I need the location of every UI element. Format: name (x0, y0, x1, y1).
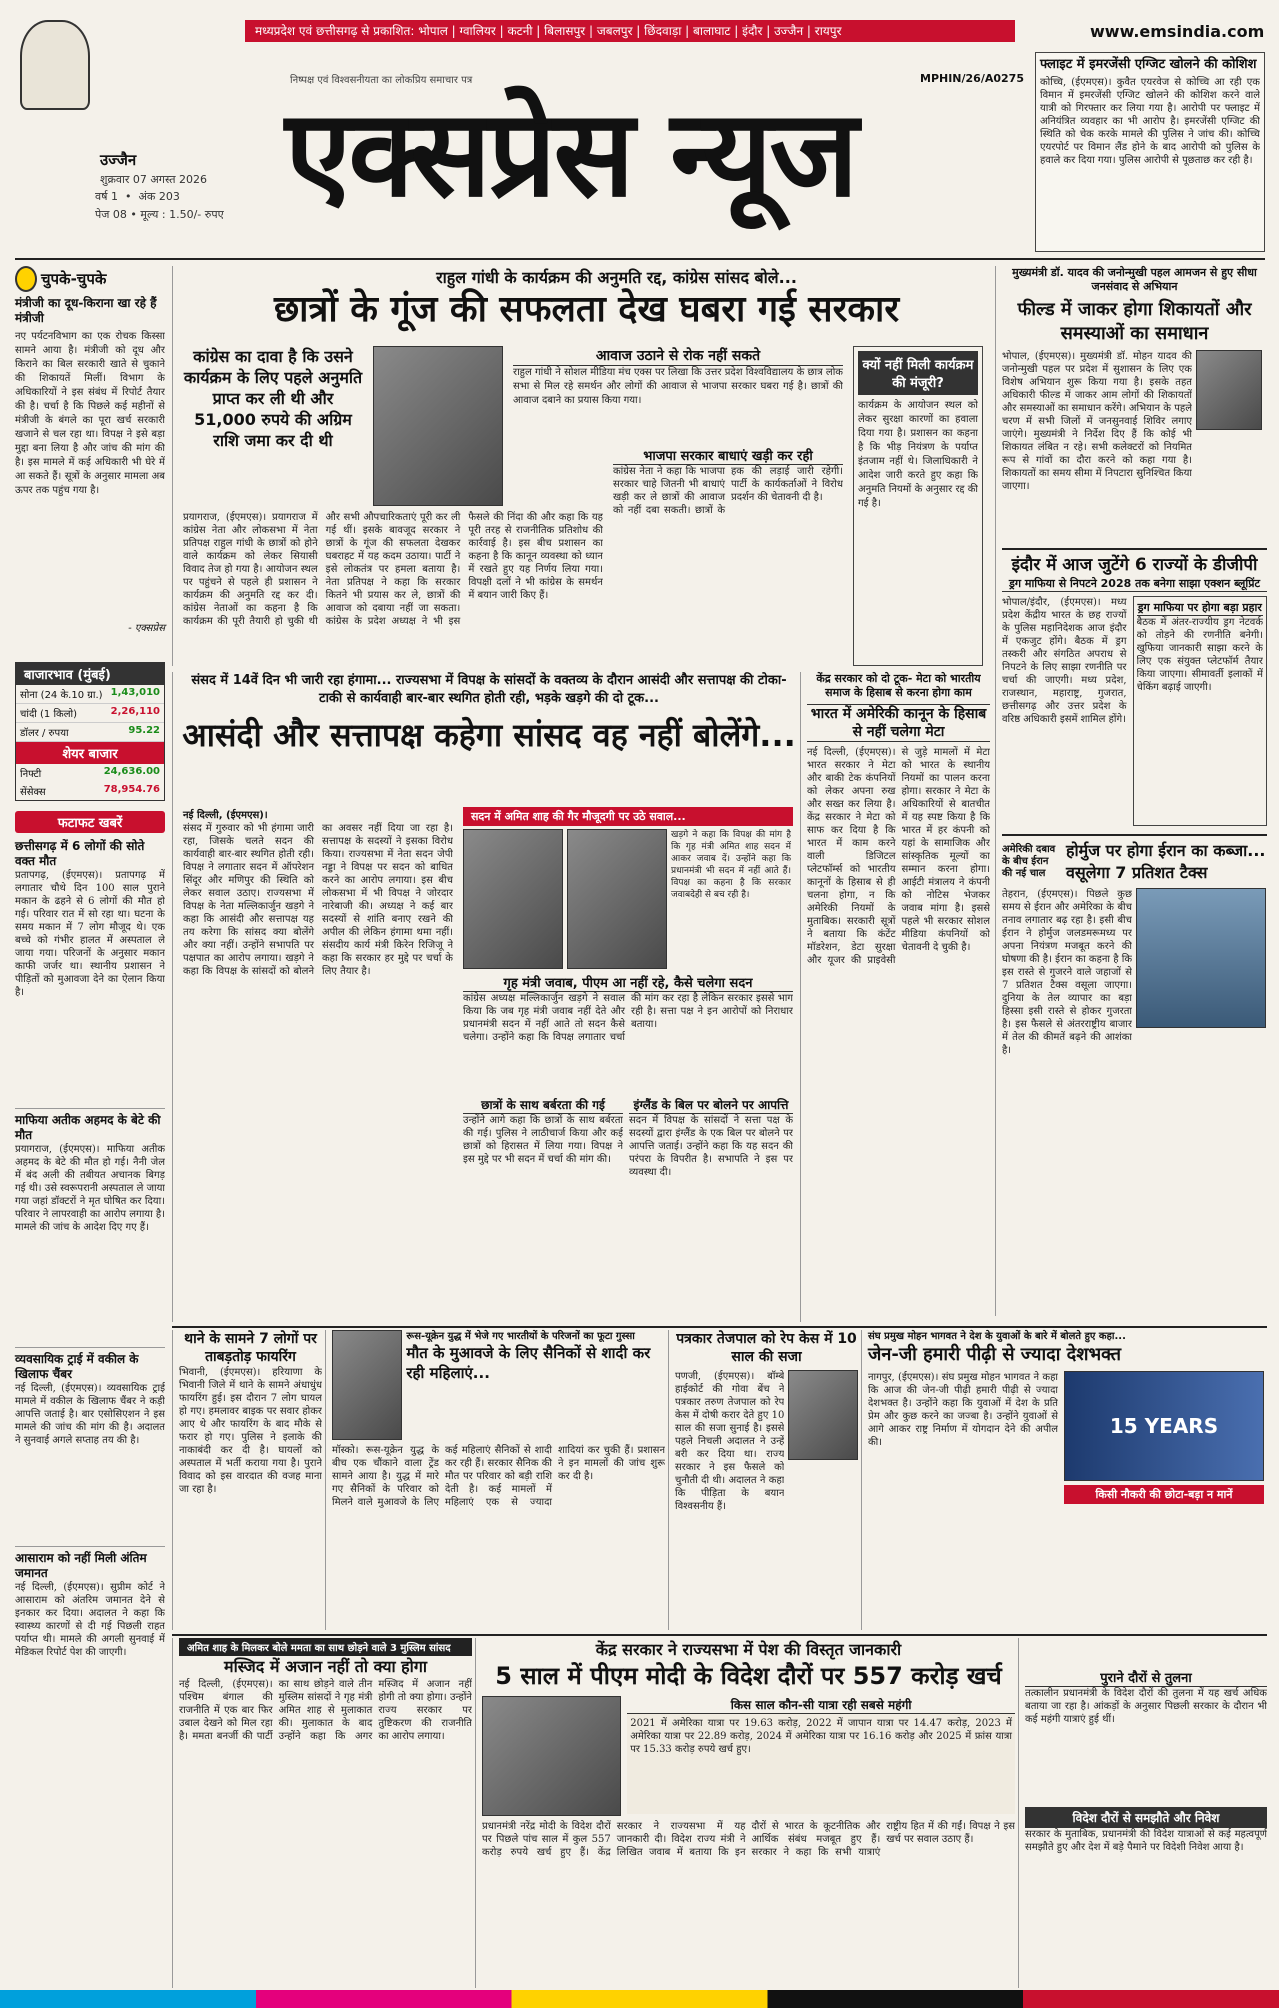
right3-story (1002, 834, 1267, 1188)
fatafat-item: माफिया अतीक अहमद के बेटे की मौत प्रयागराज, (ईएमएस)। माफिया अतीक अहमद के बेटे की मौत हो गई। नैनी जेल में बंद अली की तबीयत अचानक बिगड़ गई थी। उसे स्वरूपरानी अस्पताल ले जाया गया जहां डॉक्टरों ने मृत घोषित कर दिया। परिवार ने लापरवाही का आरोप लगाया है। मामले की जांच के आदेश दिए गए हैं। (15, 1108, 165, 1343)
meta-text: नई दिल्ली, (ईएमएस)। भारत सरकार ने मेटा और बाकी टेक कंपनियों को लेकर अपना रुख और सख्त कर लिया है। केंद्र सरकार ने मेटा को साफ कर दिया है कि भारत में काम करने वाली डिजिटल प्लेटफॉर्म्स को भारतीय कानूनों के हिसाब से ही चलना होगा, न कि अमेरिकी नियमों के मुताबिक। सरकारी सूत्रों ने बताया कि कंटेंट मॉडरेशन, डेटा सुरक्षा और यूजर की प्राइवेसी से जुड़े मामलों में मेटा को भारत के स्थानीय नियमों का पालन करना होगा। सरकार ने मेटा के अधिकारियों से बातचीत में यह स्पष्ट किया है कि भारत में हर कंपनी को यहां के सामाजिक और सांस्कृतिक मूल्यों का सम्मान करना होगा। आईटी मंत्रालय ने कंपनी को नोटिस भेजकर जवाब मांगा है। इससे पहले भी सरकार सोशल मीडिया कंपनियों को चेतावनी दे चुकी है। (807, 747, 990, 966)
rahul-photo (373, 346, 503, 506)
market-row: डॉलर / रुपया 95.22 (16, 723, 164, 742)
row3-rule (172, 1326, 1267, 1328)
right2-box: ड्रग माफिया पर होगा बड़ा प्रहार बैठक में अंतर-राज्यीय ड्रग नेटवर्क को तोड़ने की रणनीति बनेगी। खुफिया जानकारी साझा करने के लिए एक संयुक्त प्लेटफॉर्म तैयार किया जाएगा। सीमावर्ती इलाकों में चेकिंग बढ़ाई जाएगी। (1133, 596, 1268, 826)
bjp-box: भाजपा सरकार बाधाएं खड़ी कर रही कांग्रेस नेता ने कहा कि भाजपा सरकार चाहे जितनी भी बाधाएं खड़ी कर ले छात्रों की आवाज को नहीं दबा सकती। छात्रों के हक की लड़ाई जारी रहेगी। पार्टी के कार्यकर्ताओं ने विरोध प्रदर्शन की चेतावनी दी है। (613, 446, 843, 655)
share-row: निफ्टी 24,636.00 (20, 766, 160, 780)
top-story-text: कोच्चि, (ईएमएस)। कुवैत एयरवेज से कोच्चि आ रही एक विमान में इमरजेंसी एग्जिट खोलने की कोशिश करने वाले यात्री को गिरफ्तार कर लिया गया है। आरोपी पर फ्लाइट में अनियंत्रित व्यवहार का भी आरोप है। इमरजेंसी एग्जिट की स्थिति को चेक करके मामले की पुलिस ने जांच की। कोच्चि एयरपोर्ट पर विमान लैंड होने के बाद आरोपी को पुलिस के हवाले कर दिया गया। पुलिस आरोपी से पूछताछ कर रही है। (1040, 77, 1260, 166)
second-photo-block (463, 807, 793, 1254)
right1-story: मुख्यमंत्री डॉ. यादव की जनोन्मुखी पहल आमजन से हुए सीधा जनसंवाद से अभियान फील्ड में जाकर होगा शिकायतों और समस्याओं का समाधान भोपाल, (ईएमएस)। मुख्यमंत्री डॉ. मोहन यादव की जनोन्मुखी पहल पर प्रदेश में सुशासन के लिए एक विशेष अभियान शुरू किया गया है। इसके तहत अधिकारी फील्ड में जाकर आम लोगों की शिकायतों और समस्याओं का समाधान करेंगे। अभियान के पहले चरण में सभी जिलों में जनसुनवाई शिविर लगाए जाएंगे। मुख्यमंत्री ने निर्देश दिए हैं कि कोई भी शिकायत लंबित न रहे। सभी कलेक्टरों को नियमित रूप से गांवों का दौरा करने को कहा गया है। शिकायतों का समय सीमा में निपटारा सुनिश्चित किया जाएगा। (1002, 266, 1267, 540)
tejpal-photo (788, 1370, 858, 1460)
bhagwat-headline: जेन-जी हमारी पीढ़ी से ज्यादा देशभक्त (868, 1344, 1122, 1365)
firing-story: थाने के सामने 7 लोगों पर ताबड़तोड़ फायरिंग भिवानी, (ईएमएस)। हरियाणा के भिवानी जिले में थाने के सामने अंधाधुंध फायरिंग हुई। इस दौरान 7 लोग घायल हो गए। हमलावर बाइक पर सवार होकर आए थे और फायरिंग के बाद मौके से फरार हो गए। पुलिस ने इलाके की नाकाबंदी कर दी है। घायलों को अस्पताल में भर्ती कराया गया है। पुराने विवाद को इस वारदात की वजह माना जा रहा है। (172, 1330, 322, 1630)
bhagwat-story: संघ प्रमुख मोहन भागवत ने देश के युवाओं के बारे में बोलते हुए कहा... जेन-जी हमारी पीढ़ी से ज्यादा देशभक्त नागपुर, (ईएमएस)। संघ प्रमुख मोहन भागवत ने कहा कि आज की जेन-जी पीढ़ी हमारी पीढ़ी से ज्यादा देशभक्त है। उन्होंने कहा कि युवाओं में देश के प्रति प्रेम और कुछ करने का जज्बा है। उन्होंने युवाओं से आगे आकर राष्ट्र निर्माण में योगदान देने की अपील की। 15 YEARS किसी नौकरी की छोटा-बड़ा न मानें (861, 1330, 1267, 1630)
lead-story (172, 266, 992, 666)
sub1-text: कांग्रेस अध्यक्ष मल्लिकार्जुन खड़गे ने सवाल किया कि जब गृह मंत्री जवाब नहीं देते और प्रधानमंत्री सदन में नहीं आते तो सदन कैसे चलेगा। उन्होंने कहा कि विपक्ष लगातार चर्चा की मांग कर रहा है लेकिन सरकार इससे भाग रही है। सत्ता पक्ष ने इन आरोपों को निराधार बताया। (463, 993, 793, 1043)
cities-bar: मध्यप्रदेश एवं छत्तीसगढ़ से प्रकाशित: भोपाल | ग्वालियर | कटनी | बिलासपुर | जबलपुर | छिंदवाड़ा | बालाघाट | इंदौर | उज्जैन | रायपुर (245, 20, 1015, 42)
tejpal-headline: पत्रकार तेजपाल को रेप केस में 10 साल की सजा (676, 1331, 857, 1365)
right3-headline: होर्मुज पर होगा ईरान का कब्जा... वसूलेगा 7 प्रतिशत टैक्स (1066, 841, 1266, 882)
russia-headline: मौत के मुआवजे के लिए सैनिकों से शादी कर रही महिलाएं... (406, 1344, 651, 1382)
right2-text: भोपाल/इंदौर, (ईएमएस)। मध्य प्रदेश केंद्रीय भारत के छह राज्यों के पुलिस महानिदेशक आज इंदौर में एकजुट होंगे। बैठक में ड्रग तस्करी और संगठित अपराध से निपटने के लिए साझा रणनीति पर चर्चा की जाएगी। मध्य प्रदेश, राजस्थान, महाराष्ट्र, गुजरात, छत्तीसगढ़ और उत्तर प्रदेश के वरिष्ठ अधिकारी इसमें शामिल होंगे। (1002, 597, 1127, 725)
share-row: सेंसेक्स 78,954.76 (20, 784, 160, 798)
pm-travel-story: केंद्र सरकार ने राज्यसभा में पेश की विस्तृत जानकारी 5 साल में पीएम मोदी के विदेश दौरों पर 557 करोड़ खर्च किस साल कौन-सी यात्रा रही सबसे महंगी 2021 में अमेरिका यात्रा पर 19.63 करोड़, 2022 में जापान यात्रा पर 14.47 करोड़, 2023 में अमेरिका यात्रा पर 22.89 करोड़, 2024 में अमेरिका यात्रा पर 16.16 करोड़ और 2025 में फ्रांस यात्रा पर 15.33 करोड़ रुपये खर्च हुए। प्रधानमंत्री नरेंद्र मोदी के विदेश दौरों पर पिछले पांच साल में कुल 557 करोड़ रुपये खर्च हुए हैं। केंद्र सरकार ने राज्यसभा में यह जानकारी दी। विदेश राज्य मंत्री ने लिखित जवाब में बताया कि इन दौरों से भारत के कूटनीतिक और आर्थिक संबंध मजबूत हुए हैं। सरकार ने कहा कि सभी यात्राएं राष्ट्रीय हित में की गईं। विपक्ष ने इस खर्च पर सवाल उठाए हैं। (475, 1638, 1015, 1988)
chupke-text: नए पर्यटनविभाग का एक रोचक किस्सा सामने आया है। मंत्रीजी को दूध और किराने का बिल सरकारी खाते से चुकाने की शिकायतें मिलीं। विभाग के अधिकारियों ने इस संबंध में रिपोर्ट तैयार की है। चर्चा है कि पिछले कई महीनों से मंत्रीजी के बंगले का पूरा खर्च सरकारी खजाने से चल रहा था। विपक्ष ने इसे बड़ा मुद्दा बना लिया है और जांच की मांग की है। इस मामले में कई अधिकारी भी घेरे में आ सकते हैं। सूत्रों के अनुसार मामला अब ऊपर तक पहुंच गया है। (15, 331, 165, 496)
lead-text: प्रयागराज, (ईएमएस)। प्रयागराज में कांग्रेस नेता और लोकसभा में नेता प्रतिपक्ष राहुल गांधी के छात्रों को होने वाले कार्यक्रम को लेकर सियासी विवाद तेज हो गया है। आयोजन स्थल पर पहुंचने से पहले ही प्रशासन ने कार्यक्रम की अनुमति रद्द कर दी। कांग्रेस नेताओं का कहना है कि कार्यक्रम की पूरी तैयारी हो चुकी थी और सभी औपचारिकताएं पूरी कर ली गई थीं। इसके बावजूद सरकार ने छात्रों के गूंज की सफलता देखकर घबराहट में यह कदम उठाया। पार्टी ने इसे लोकतंत्र पर हमला बताया है। नेता प्रतिपक्ष ने कहा कि सरकार कितने भी प्रयास कर ले, छात्रों की आवाज को दबाया नहीं जा सकता। कांग्रेस के प्रदेश अध्यक्ष ने भी इस फैसले की निंदा की और कहा कि यह पूरी तरह से राजनीतिक प्रतिशोध की कार्रवाई है। इस बीच प्रशासन का कहना है कि कानून व्यवस्था को ध्यान में रखते हुए यह निर्णय लिया गया। विपक्षी दलों ने भी कांग्रेस के समर्थन में बयान जारी किए हैं। (183, 512, 603, 627)
second-text: संसद में गुरुवार को भी हंगामा जारी रहा, जिसके चलते सदन की कार्यवाही बार-बार स्थगित होती रही। विपक्ष ने लगातार सदन में ऑपरेशन सिंदूर और मणिपुर की स्थिति को लेकर सवाल उठाए। राज्यसभा में विपक्ष के नेता मल्लिकार्जुन खड़गे ने कहा कि आसंदी और सत्तापक्ष यह तय करेगा कि सांसद क्या बोलेंगे और क्या नहीं। उन्होंने सभापति पर पक्षपात का आरोप लगाया। खड़गे ने कहा कि विपक्ष के सांसदों को बोलने का अवसर नहीं दिया जा रहा है। सत्तापक्ष के सदस्यों ने इसका विरोध किया। राज्यसभा में नेता सदन जेपी नड्डा ने विपक्ष पर सदन को बाधित करने का आरोप लगाया। इस बीच लोकसभा में भी विपक्ष ने जोरदार नारेबाजी की। अध्यक्ष ने कई बार सदस्यों से शांति बनाए रखने की अपील की लेकिन हंगामा थमा नहीं। संसदीय कार्य मंत्री किरेन रिजिजू ने कहा कि सरकार हर मुद्दे पर चर्चा के लिए तैयार है। (183, 823, 453, 977)
market-row: चांदी (1 किलो) 2,26,110 (16, 704, 164, 723)
left-column (15, 266, 165, 1986)
reg-no: MPHIN/26/A0275 (920, 72, 1024, 85)
newspaper-title: एक्सप्रेस न्यूज (285, 85, 856, 224)
volume: वर्ष 1 (95, 190, 118, 203)
top-story-headline: फ्लाइट में इमरजेंसी एग्जिट खोलने की कोशिश (1040, 57, 1257, 72)
share-label: शेयर बाजार (16, 742, 164, 764)
pages: पेज 08 (95, 208, 127, 221)
sub3-text: सदन में विपक्ष के सांसदों ने सत्ता पक्ष के सदस्यों द्वारा इंग्लैंड के एक बिल पर बोलने पर आपत्ति जताई। उन्होंने कहा कि यह सदन की परंपरा के विपरीत है। सभापति ने इस पर व्यवस्था दी। (629, 1115, 793, 1178)
color-bar (0, 1990, 1279, 2008)
sub2-head: छात्रों के साथ बर्बरता की गई (463, 1096, 623, 1114)
fatafat-label: फटाफट खबरें (15, 811, 165, 833)
side-text: खड़गे ने कहा कि विपक्ष की मांग है कि गृह मंत्री अमित शाह सदन में आकर जवाब दें। उन्होंने कहा कि प्रधानमंत्री भी सदन में नहीं आते हैं। विपक्ष का कहना है कि सरकार जवाबदेही से बच रही है। (671, 830, 791, 900)
edition-city: उज्जैन (100, 151, 137, 169)
issue: अंक 203 (138, 190, 180, 203)
fatafat-item: व्यवसायिक ट्राई में वकील के खिलाफ चैंबर नई दिल्ली, (ईएमएस)। व्यवसायिक ट्राई मामले में वकील के खिलाफ चैंबर ने कड़ी आपत्ति जताई है। बार एसोसिएशन ने इस मामले की जांच की मांग की है। अदालत ने सुनवाई अगले सप्ताह तय की है। (15, 1347, 165, 1542)
sub1-head: गृह मंत्री जवाब, पीएम आ नहीं रहे, कैसे चलेगा सदन (463, 973, 793, 992)
chupke-headline: मंत्रीजी का दूध-किराना खा रहे हैं मंत्रीजी (15, 296, 157, 325)
bhagwat-photo: 15 YEARS (1064, 1371, 1264, 1481)
iran-photo (1136, 888, 1266, 1028)
second-headline: आसंदी और सत्तापक्ष कहेगा सांसद वह नहीं बोलेंगे... (182, 716, 796, 754)
meta-kicker: केंद्र सरकार को दो टूक- मेटा को भारतीय समाज के हिसाब से करना होगा काम (816, 672, 981, 699)
lead-kicker: राहुल गांधी के कार्यक्रम की अनुमति रद्द, कांग्रेस सांसद बोले... (436, 268, 797, 287)
second-kicker: संसद में 14वें दिन भी जारी रहा हंगामा... राज्यसभा में विपक्ष के सांसदों के वक्तव्य के दौरान आसंदी और सत्तापक्ष की टोका-टाकी से कार्यवाही बार-बार स्थगित होती रही, भड़के खड़गे की दो टूक... (191, 673, 787, 706)
right3-text: तेहरान, (ईएमएस)। पिछले कुछ समय से ईरान और अमेरिका के बीच तनाव लगातार बढ़ रहा है। इसी बीच ईरान ने होर्मुज जलडमरूमध्य पर अपना नियंत्रण मजबूत करने की घोषणा की है। ईरान का कहना है कि इस रास्ते से गुजरने वाले जहाजों से 7 प्रतिशत टैक्स वसूला जाएगा। दुनिया के तेल व्यापार का बड़ा हिस्सा इसी रास्ते से होकर गुजरता है। इस फैसले से अंतरराष्ट्रीय बाजार में तेल की कीमतें बढ़ने की आशंका है। (1002, 889, 1132, 1056)
chupke-section (15, 266, 165, 656)
second-dateline: नई दिल्ली, (ईएमएस)। (183, 810, 268, 821)
issue-info: वर्ष 1 • अंक 203 पेज 08 • मूल्य : 1.50/- रुपए (95, 190, 224, 221)
right3-kicker: अमेरिकी दबाव के बीच ईरान की नई चाल (1002, 844, 1056, 879)
market-label: बाजारभाव (मुंबई) (16, 663, 164, 685)
fatafat-section (15, 811, 165, 1741)
cartoon-icon (15, 266, 37, 292)
gandhi-sketch (20, 20, 90, 110)
lead-sub: आवाज उठाने से रोक नहीं सकते राहुल गांधी ने सोशल मीडिया मंच एक्स पर लिखा कि उत्तर प्रदेश विश्वविद्यालय के छात्र लोक सभा से मिल रहे समर्थन और लोगों की आवाज से भाजपा सरकार घबरा गई है। छात्रों की आवाज दबाने का प्रयास किया गया। (513, 348, 843, 406)
fatafat-item: छत्तीसगढ़ में 6 लोगों की सोते वक्त मौत प्रतापगढ़, (ईएमएस)। प्रतापगढ़ में लगातार चौथे दिन 100 साल पुराने मकान के ढहने से 6 लोगों की मौत हो गई। परिवार रात में सो रहा था। घटना के समय मकान में 7 लोग मौजूद थे। एक बच्चे को गंभीर हालत में अस्पताल ले जाया गया। परिजनों के अनुसार मकान काफी जर्जर था। स्थानीय प्रशासन ने पीड़ितों को मुआवजा देने का ऐलान किया है। (15, 839, 165, 998)
masjid-headline: मस्जिद में अजान नहीं तो क्या होगा (224, 1657, 427, 1676)
cm-photo (1196, 350, 1262, 430)
price: मूल्य : 1.50/- रुपए (140, 208, 224, 221)
tagline: निष्पक्ष एवं विश्वसनीयता का लोकप्रिय समाचार पत्र (290, 75, 473, 86)
right1-headline: फील्ड में जाकर होगा शिकायतों और समस्याओं का समाधान (1017, 299, 1252, 344)
masjid-story: अमित शाह के मिलकर बोले ममता का साथ छोड़ने वाले 3 मुस्लिम सांसद मस्जिद में अजान नहीं तो क्या होगा नई दिल्ली, (ईएमएस)। पश्चिम बंगाल की राजनीति में एक बार फिर उबाल देखने को मिल रहा है। ममता बनर्जी की पार्टी का साथ छोड़ने वाले तीन मुस्लिम सांसदों ने गृह मंत्री अमित शाह से मुलाकात की। मुलाकात के बाद उन्होंने कहा कि अगर मस्जिद में अजान नहीं होगी तो क्या होगा। उन्होंने राज्य सरकार पर तुष्टिकरण की राजनीति का आरोप लगाया। (172, 1638, 472, 1988)
comparison-story: पुराने दौरों से तुलना तत्कालीन प्रधानमंत्री के विदेश दौरों की तुलना में यह खर्च अधिक बताया जा रहा है। आंकड़ों के अनुसार पिछली सरकार के दौरान भी कई महंगी यात्राएं हुई थीं। विदेश दौरों से समझौते और निवेश सरकार के मुताबिक, प्रधानमंत्री की विदेश यात्राओं से कई महत्वपूर्ण समझौते हुए और देश में बड़े पैमाने पर विदेशी निवेश आया है। (1018, 1638, 1267, 1988)
why-box: क्यों नहीं मिली कार्यक्रम की मंजूरी? कार्यक्रम के आयोजन स्थल को लेकर सुरक्षा कारणों का हवाला दिया गया है। प्रशासन का कहना है कि भीड़ नियंत्रण के पर्याप्त इंतजाम नहीं थे। जिलाधिकारी ने आदेश जारी करते हुए कहा कि अनुमति नियमों के अनुसार रद्द की गई है। (853, 346, 983, 666)
kharge-photo (567, 829, 667, 969)
masthead (0, 0, 1279, 260)
bhagwat-sub: किसी नौकरी की छोटा-बड़ा न मानें (1064, 1485, 1264, 1504)
right2-story (1002, 548, 1267, 826)
lead-headline: छात्रों के गूंज की सफलता देख घबरा गई सरकार (273, 289, 900, 330)
tejpal-story: पत्रकार तेजपाल को रेप केस में 10 साल की सजा पणजी, (ईएमएस)। बॉम्बे हाईकोर्ट की गोवा बेंच ने पत्रकार तरुण तेजपाल को रेप केस में दोषी करार देते हुए 10 साल की सजा सुनाई है। इससे पहले निचली अदालत ने उन्हें बरी कर दिया था। राज्य सरकार ने इस फैसले को चुनौती दी थी। अदालत ने कहा कि पीड़िता के बयान विश्वसनीय हैं। (668, 1330, 858, 1630)
modi-photo (482, 1696, 621, 1816)
meta-story (800, 672, 990, 1322)
row4-rule (172, 1634, 1267, 1636)
photo-caption: सदन में अमित शाह की गैर मौजूदगी पर उठे सवाल... (463, 807, 793, 826)
fatafat-item: आसाराम को नहीं मिली अंतिम जमानत नई दिल्ली, (ईएमएस)। सुप्रीम कोर्ट ने आसाराम को अंतरिम जमानत देने से इनकार कर दिया। अदालत ने कहा कि स्वास्थ्य कारणों से दी गई पिछली राहत पर्याप्त थी। मामले की अगली सुनवाई में मेडिकल रिपोर्ट पेश की जाएगी। (15, 1546, 165, 1741)
right1-text: भोपाल, (ईएमएस)। मुख्यमंत्री डॉ. मोहन यादव की जनोन्मुखी पहल पर प्रदेश में सुशासन के लिए एक विशेष अभियान शुरू किया गया है। इसके तहत अधिकारी फील्ड में जाकर आम लोगों की शिकायतों और समस्याओं का समाधान करेंगे। अभियान के पहले चरण में सभी जिलों में जनसुनवाई शिविर लगाए जाएंगे। मुख्यमंत्री ने निर्देश दिए हैं कि कोई भी शिकायत लंबित न रहे। सभी कलेक्टरों को नियमित रूप से गांवों का दौरा करने को कहा गया है। शिकायतों का समय सीमा में निपटारा सुनिश्चित किया जाएगा। (1002, 351, 1192, 492)
rijiju-photo (463, 829, 563, 969)
market-row: सोना (24 के.10 ग्रा.) 1,43,010 (16, 685, 164, 704)
market-section (15, 662, 165, 801)
right2-sub: ड्रग माफिया से निपटने 2028 तक बनेगा साझा एक्शन ब्लूप्रिंट (1002, 576, 1267, 592)
second-story (172, 672, 797, 1322)
lead-quote: कांग्रेस का दावा है कि उसने कार्यक्रम के लिए पहले अनुमति प्राप्त कर ली थी और 51,000 रुपये की अग्रिम राशि जमा कर दी थी (183, 347, 363, 450)
edition-date: शुक्रवार 07 अगस्त 2026 (100, 173, 208, 186)
meta-headline: भारत में अमेरिकी कानून के हिसाब से नहीं चलेगा मेटा (807, 704, 990, 742)
masthead-rule (15, 258, 1265, 260)
soldier-photo (332, 1330, 402, 1440)
chupke-label: चुपके-चुपके (15, 266, 165, 292)
right2-headline: इंदौर में आज जुटेंगे 6 राज्यों के डीजीपी (1011, 555, 1258, 575)
right-column (995, 266, 1267, 1316)
sub3-head: इंग्लैंड के बिल पर बोलने पर आपत्ति (629, 1096, 793, 1114)
top-story-box (1035, 52, 1265, 252)
chupke-byline: - एक्सप्रेस (128, 623, 165, 634)
sub2-text: उन्होंने आगे कहा कि छात्रों के साथ बर्बरता की गई। पुलिस ने लाठीचार्ज किया और कई छात्रों को हिरासत में लिया गया। विपक्ष ने इस मुद्दे पर भी सदन में चर्चा की मांग की। (463, 1115, 623, 1165)
russia-story: रूस-यूक्रेन युद्ध में भेजे गए भारतीयों के परिजनों का फूटा गुस्सा मौत के मुआवजे के लिए सैनिकों से शादी कर रही महिलाएं... मॉस्को। रूस-यूक्रेन युद्ध के बीच एक चौंकाने वाला ट्रेंड सामने आया है। युद्ध में मारे गए सैनिकों के परिवार को मिलने वाले मुआवजे के लिए कई महिलाएं सैनिकों से शादी कर रही हैं। सरकार सैनिक की मौत पर परिवार को बड़ी राशि देती है। कई मामलों में महिलाएं एक से ज्यादा शादियां कर चुकी हैं। प्रशासन ने इन मामलों की जांच शुरू कर दी है। (325, 1330, 665, 1630)
pm-travel-headline: 5 साल में पीएम मोदी के विदेश दौरों पर 557 करोड़ खर्च (495, 1662, 1002, 1690)
website[interactable]: www.emsindia.com (1090, 22, 1265, 41)
